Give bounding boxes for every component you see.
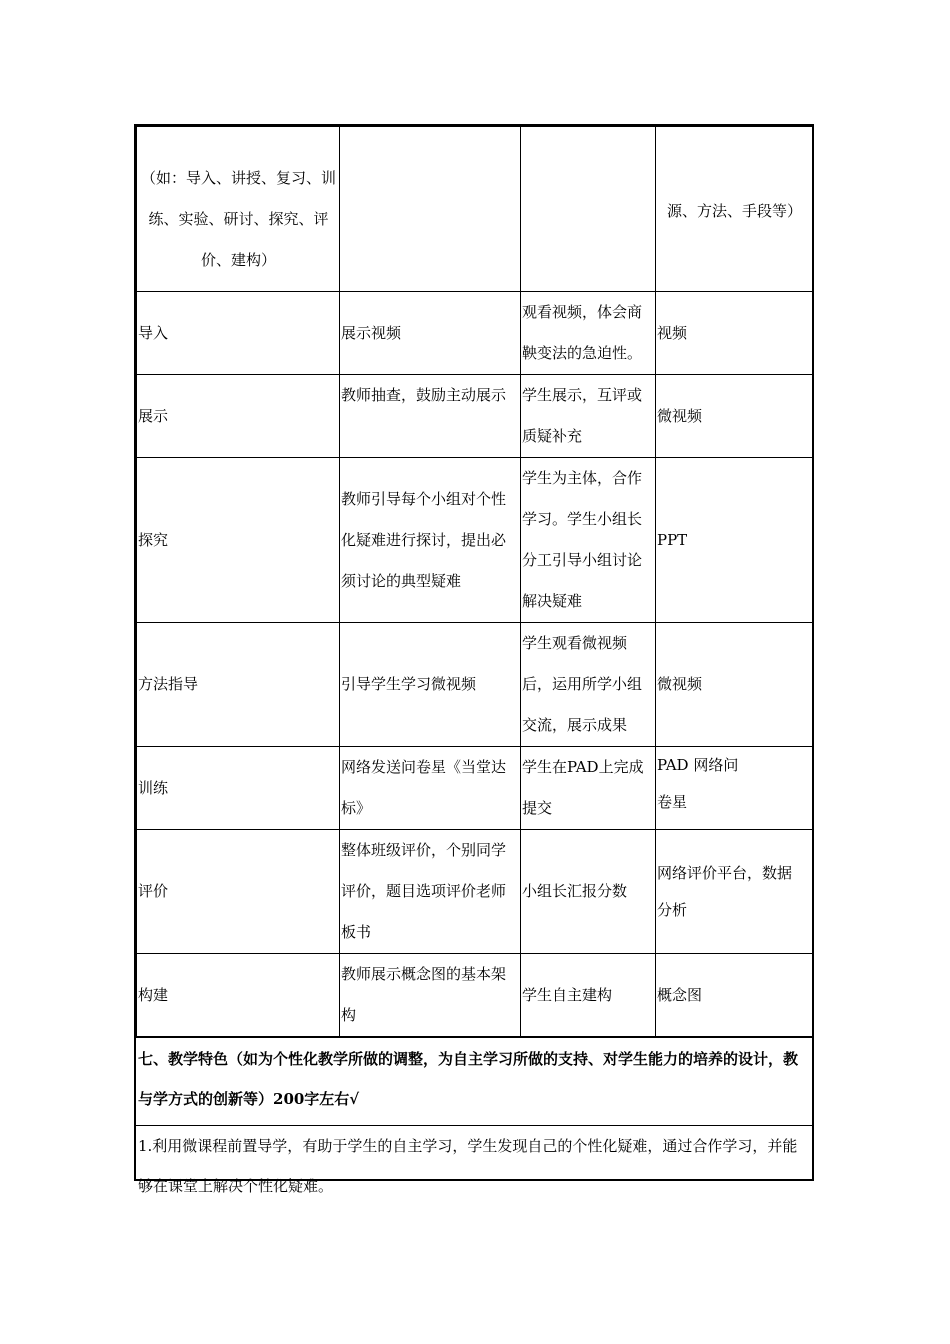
resource-cell [656, 830, 813, 954]
student-activity-cell: 学生自主建构 [521, 954, 656, 1037]
stage-cell: 训练 [137, 747, 340, 830]
resource-cell: 概念图 [656, 954, 813, 1037]
stage-cell: 构建 [137, 954, 340, 1037]
stage-cell: 探究 [137, 458, 340, 623]
table-row [137, 623, 813, 747]
resource-cell: 微视频 [656, 623, 813, 747]
table-row [137, 458, 813, 623]
teacher-activity-cell: 教师展示概念图的基本架构 [340, 954, 521, 1037]
teacher-activity-cell: 展示视频 [340, 292, 521, 375]
header-cell-stage [137, 127, 340, 292]
resource-cell: PPT [656, 458, 813, 623]
table-row [137, 747, 813, 830]
header-stage-text: （如：导入、讲授、复习、训练、实验、研讨、探究、评价、建构） [140, 168, 336, 269]
stage-cell: 方法指导 [137, 623, 340, 747]
table-header-row [137, 127, 813, 292]
table-row [137, 292, 813, 375]
section-body: 1.利用微课程前置导学，有助于学生的自主学习，学生发现自己的个性化疑难，通过合作学习，并能够在课堂上解决个性化疑难。 [138, 1137, 798, 1195]
stage-cell: 导入 [137, 292, 340, 375]
header-cell-teacher [340, 127, 521, 292]
student-activity-cell: 观看视频，体会商鞅变法的急迫性。 [521, 292, 656, 375]
lesson-design-sheet [134, 124, 814, 1195]
teacher-activity-cell: 引导学生学习微视频 [340, 623, 521, 747]
student-activity-cell: 学生在PAD上完成提交 [521, 747, 656, 830]
resource-text: PAD 网络问卷星 [657, 756, 739, 811]
table-row [137, 830, 813, 954]
resource-cell: 微视频 [656, 375, 813, 458]
student-activity-cell: 学生展示，互评或质疑补充 [521, 375, 656, 458]
section-teaching-features [136, 1037, 812, 1206]
teaching-process-table [136, 126, 813, 1037]
stage-cell: 评价 [137, 830, 340, 954]
resource-cell [656, 747, 813, 830]
student-activity-cell: 学生为主体，合作学习。学生小组长分工引导小组讨论解决疑难 [521, 458, 656, 623]
header-cell-student [521, 127, 656, 292]
resource-cell: 视频 [656, 292, 813, 375]
teacher-activity-cell: 教师引导每个小组对个性化疑难进行探讨，提出必须讨论的典型疑难 [340, 458, 521, 623]
teacher-activity-cell: 网络发送问卷星《当堂达标》 [340, 747, 521, 830]
table-row [137, 375, 813, 458]
section-title: 七、教学特色（如为个性化教学所做的调整，为自主学习所做的支持、对学生能力的培养的设计，教与学方式的创新等）200字左右√ [136, 1038, 812, 1126]
header-cell-resource [656, 127, 813, 292]
student-activity-cell: 小组长汇报分数 [521, 830, 656, 954]
teacher-activity-cell: 教师抽查，鼓励主动展示 [340, 375, 521, 458]
student-activity-cell: 学生观看微视频后，运用所学小组交流，展示成果 [521, 623, 656, 747]
resource-text: 网络评价平台，数据分析 [657, 863, 793, 919]
header-resource-text: 源、方法、手段等） [666, 201, 802, 220]
teacher-activity-cell: 整体班级评价，个别同学评价，题目选项评价老师板书 [340, 830, 521, 954]
table-row [137, 954, 813, 1037]
stage-cell: 展示 [137, 375, 340, 458]
